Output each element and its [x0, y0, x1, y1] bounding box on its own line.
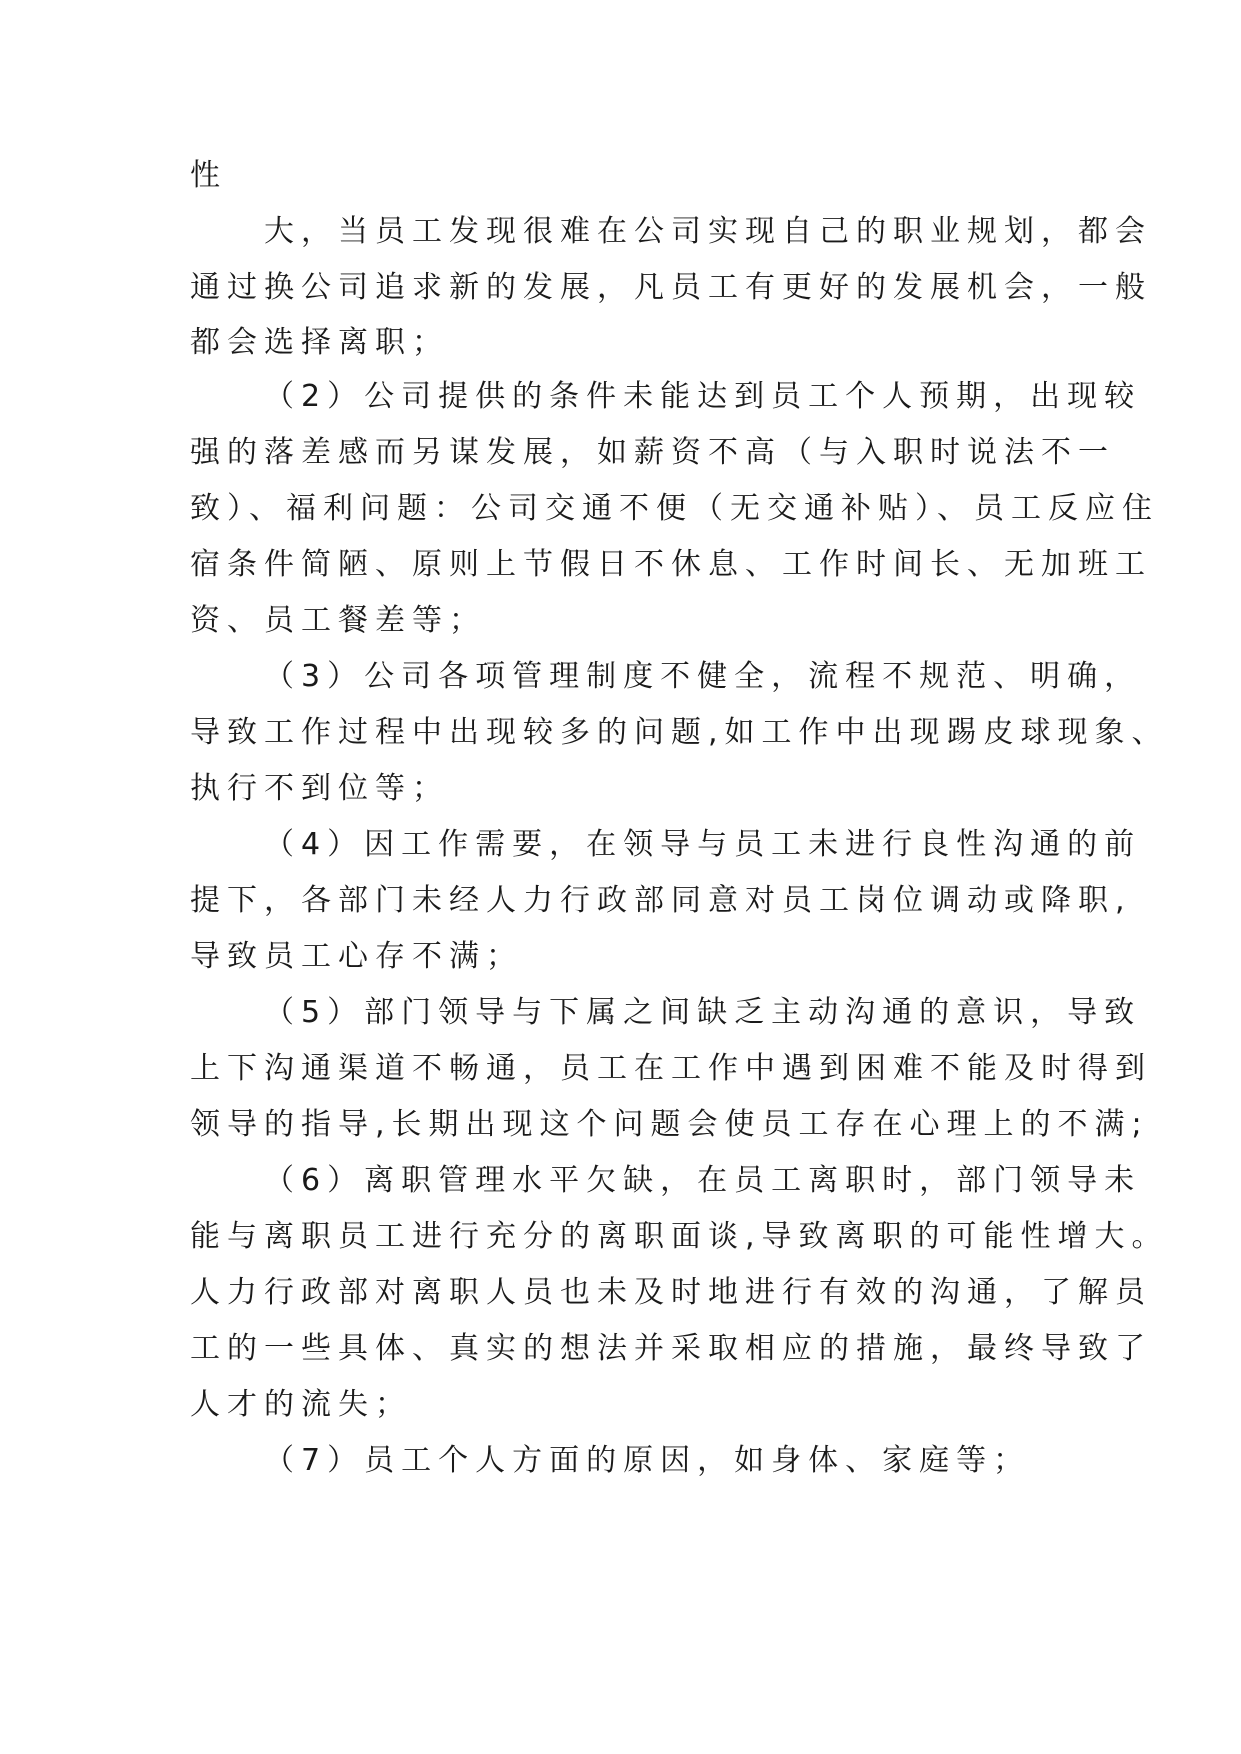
text-line: 强的落差感而另谋发展，如薪资不高（与入职时说法不一 — [190, 435, 1115, 470]
text-line: 能与离职员工进行充分的离职面谈,导致离职的可能性增大。 — [190, 1219, 1169, 1254]
text-line: 通过换公司追求新的发展，凡员工有更好的发展机会，一般 — [190, 270, 1152, 305]
text-line: 人力行政部对离职人员也未及时地进行有效的沟通，了解员 — [190, 1275, 1152, 1310]
text-line: （5）部门领导与下属之间缺乏主动沟通的意识，导致 — [264, 995, 1142, 1030]
text-line: 导致工作过程中出现较多的问题,如工作中出现踢皮球现象、 — [190, 715, 1169, 750]
text-line: 宿条件简陋、原则上节假日不休息、工作时间长、无加班工 — [190, 547, 1152, 582]
text-line: （7）员工个人方面的原因，如身体、家庭等； — [264, 1443, 1031, 1478]
text-line: （3）公司各项管理制度不健全，流程不规范、明确， — [264, 659, 1142, 694]
text-line: （6）离职管理水平欠缺，在员工离职时，部门领导未 — [264, 1163, 1142, 1198]
text-line: 上下沟通渠道不畅通，员工在工作中遇到困难不能及时得到 — [190, 1051, 1152, 1086]
text-line: （4）因工作需要，在领导与员工未进行良性沟通的前 — [264, 827, 1142, 862]
text-line: 都会选择离职； — [190, 325, 449, 360]
text-line: 提下，各部门未经人力行政部同意对员工岗位调动或降职, — [190, 883, 1132, 918]
text-line: 领导的指导,长期出现这个问题会使员工存在心理上的不满; — [190, 1107, 1149, 1142]
text-line: 工的一些具体、真实的想法并采取相应的措施，最终导致了 — [190, 1331, 1152, 1366]
text-line: 资、员工餐差等； — [190, 603, 486, 638]
text-line: （2）公司提供的条件未能达到员工个人预期，出现较 — [264, 379, 1142, 414]
text-line: 性 — [190, 158, 227, 193]
text-line: 执行不到位等； — [190, 771, 449, 806]
text-line: 致）、福利问题：公司交通不便（无交通补贴）、员工反应住 — [190, 491, 1159, 526]
text-line: 人才的流失； — [190, 1387, 412, 1422]
text-line: 大，当员工发现很难在公司实现自己的职业规划，都会 — [264, 214, 1152, 249]
text-line: 导致员工心存不满； — [190, 939, 523, 974]
